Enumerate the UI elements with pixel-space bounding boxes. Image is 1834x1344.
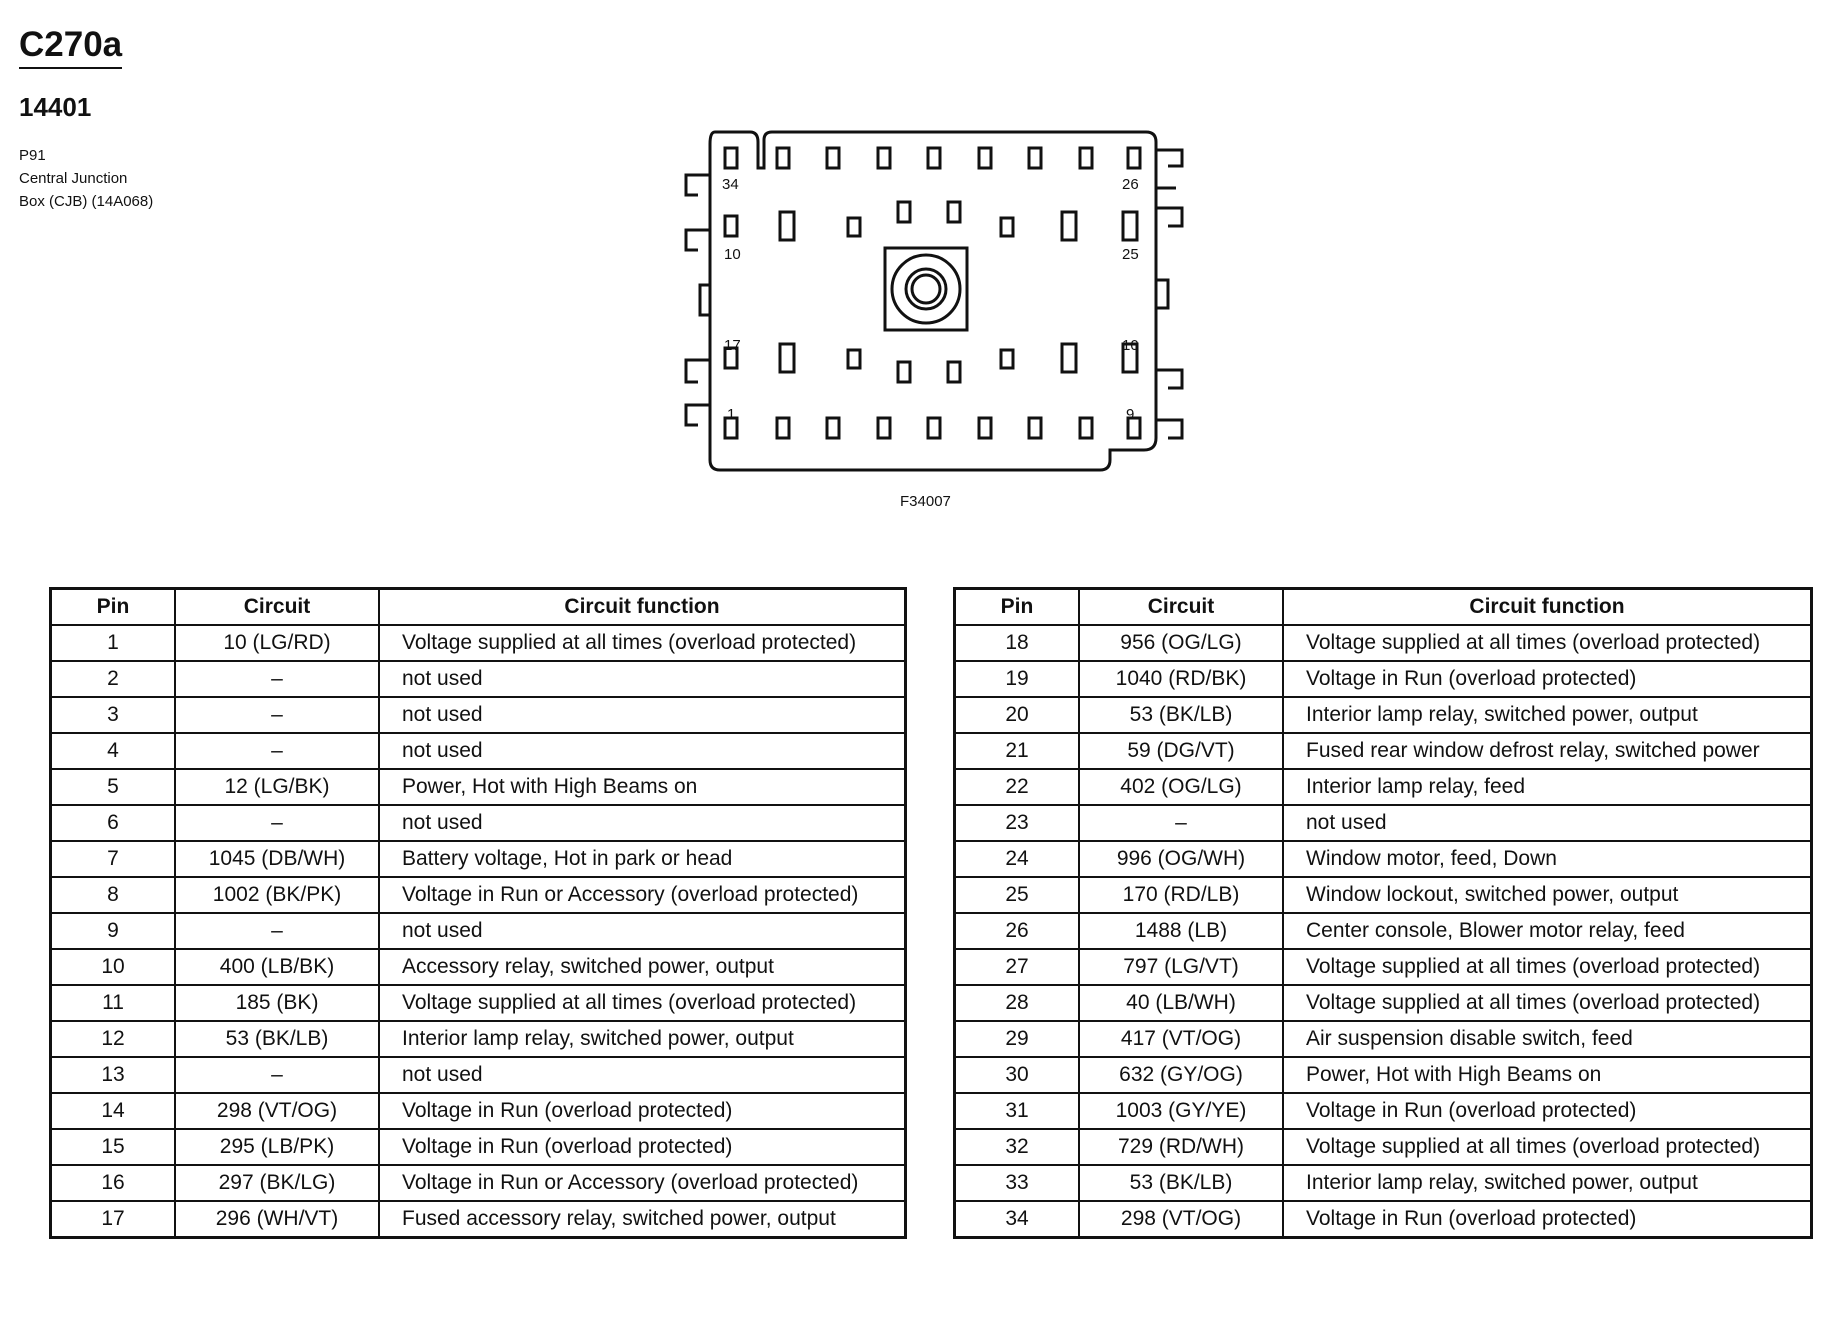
pin-cell: 2 (51, 661, 176, 697)
circuit-cell: – (175, 661, 379, 697)
function-cell: not used (1283, 805, 1812, 841)
pin-label: 10 (724, 246, 741, 263)
function-cell: Interior lamp relay, switched power, output (1283, 1165, 1812, 1201)
circuit-cell: 170 (RD/LB) (1079, 877, 1283, 913)
pin-cavity (1128, 148, 1140, 168)
pin-label: 9 (1126, 406, 1135, 423)
right-latch (1156, 420, 1182, 438)
left-latch (686, 405, 710, 425)
pin-cell: 31 (955, 1093, 1080, 1129)
pin-cavity (1001, 350, 1013, 368)
function-cell: Voltage in Run (overload protected) (379, 1093, 906, 1129)
pin-cell: 13 (51, 1057, 176, 1093)
circuit-cell: 1488 (LB) (1079, 913, 1283, 949)
pin-table-left (49, 587, 907, 1239)
pin-cavity (878, 148, 890, 168)
function-cell: Interior lamp relay, switched power, output (1283, 697, 1812, 733)
table-row (51, 769, 906, 805)
table-row (51, 913, 906, 949)
pin-cell: 17 (51, 1201, 176, 1238)
description-line: Central Junction (19, 170, 128, 187)
circuit-cell: 295 (LB/PK) (175, 1129, 379, 1165)
connector-description (19, 144, 153, 213)
pin-cell: 19 (955, 661, 1080, 697)
pin-cavity (948, 362, 960, 382)
table-row (51, 841, 906, 877)
circuit-cell: 632 (GY/OG) (1079, 1057, 1283, 1093)
table-row (51, 1165, 906, 1201)
circuit-cell: 729 (RD/WH) (1079, 1129, 1283, 1165)
table-row (955, 805, 1812, 841)
function-cell: Interior lamp relay, switched power, output (379, 1021, 906, 1057)
circuit-cell: – (175, 697, 379, 733)
pin-cavity (848, 350, 860, 368)
left-latch (686, 230, 710, 250)
connector-face-diagram (660, 120, 1210, 480)
pin-cavity (780, 344, 794, 372)
circuit-cell: 298 (VT/OG) (175, 1093, 379, 1129)
pin-cavity (1029, 148, 1041, 168)
pin-cell: 11 (51, 985, 176, 1021)
pin-cell: 22 (955, 769, 1080, 805)
table-row (955, 949, 1812, 985)
table-row (51, 661, 906, 697)
pin-label: 17 (724, 337, 741, 354)
table-row (51, 625, 906, 661)
function-cell: Fused accessory relay, switched power, output (379, 1201, 906, 1238)
pin-cavity (827, 418, 839, 438)
pin-cell: 5 (51, 769, 176, 805)
pin-cell: 12 (51, 1021, 176, 1057)
pin-cell: 8 (51, 877, 176, 913)
pin-cell: 16 (51, 1165, 176, 1201)
header-pin: Pin (51, 589, 176, 626)
circuit-cell: 402 (OG/LG) (1079, 769, 1283, 805)
function-cell: not used (379, 661, 906, 697)
table-row (955, 769, 1812, 805)
circuit-cell: 1040 (RD/BK) (1079, 661, 1283, 697)
function-cell: Voltage in Run (overload protected) (1283, 1201, 1812, 1238)
circuit-cell: 59 (DG/VT) (1079, 733, 1283, 769)
circuit-cell: – (175, 913, 379, 949)
function-cell: Voltage supplied at all times (overload protected) (379, 985, 906, 1021)
function-cell: not used (379, 1057, 906, 1093)
table-row (51, 697, 906, 733)
circuit-cell: 297 (BK/LG) (175, 1165, 379, 1201)
function-cell: Window lockout, switched power, output (1283, 877, 1812, 913)
circuit-cell: 1003 (GY/YE) (1079, 1093, 1283, 1129)
circuit-cell: – (175, 805, 379, 841)
pin-cavity (1080, 148, 1092, 168)
circuit-cell: 956 (OG/LG) (1079, 625, 1283, 661)
table-row (955, 625, 1812, 661)
circuit-cell: – (175, 1057, 379, 1093)
pin-table-left-body (51, 625, 906, 1238)
circuit-cell: 40 (LB/WH) (1079, 985, 1283, 1021)
table-row (955, 733, 1812, 769)
function-cell: not used (379, 805, 906, 841)
table-row (955, 877, 1812, 913)
pin-cell: 1 (51, 625, 176, 661)
pin-cell: 9 (51, 913, 176, 949)
function-cell: Voltage supplied at all times (overload protected) (1283, 1129, 1812, 1165)
pin-cell: 6 (51, 805, 176, 841)
function-cell: Air suspension disable switch, feed (1283, 1021, 1812, 1057)
pin-cavity (878, 418, 890, 438)
pin-cell: 25 (955, 877, 1080, 913)
table-row (955, 913, 1812, 949)
table-row (955, 985, 1812, 1021)
function-cell: Center console, Blower motor relay, feed (1283, 913, 1812, 949)
circuit-cell: 298 (VT/OG) (1079, 1201, 1283, 1238)
pin-cavity (827, 148, 839, 168)
function-cell: Voltage in Run or Accessory (overload protected) (379, 877, 906, 913)
table-row (51, 949, 906, 985)
header-circuit: Circuit (1079, 589, 1283, 626)
pin-label: 26 (1122, 176, 1139, 193)
pin-cell: 14 (51, 1093, 176, 1129)
pin-cell: 3 (51, 697, 176, 733)
circuit-cell: 296 (WH/VT) (175, 1201, 379, 1238)
table-row (51, 733, 906, 769)
function-cell: Fused rear window defrost relay, switched power (1283, 733, 1812, 769)
pin-cell: 10 (51, 949, 176, 985)
function-cell: Power, Hot with High Beams on (1283, 1057, 1812, 1093)
circuit-cell: 53 (BK/LB) (1079, 697, 1283, 733)
pin-cell: 21 (955, 733, 1080, 769)
circuit-cell: 10 (LG/RD) (175, 625, 379, 661)
circuit-cell: 1045 (DB/WH) (175, 841, 379, 877)
pin-cell: 27 (955, 949, 1080, 985)
circuit-cell: 12 (LG/BK) (175, 769, 379, 805)
pin-label: 34 (722, 176, 739, 193)
pin-cavity (979, 148, 991, 168)
function-cell: Voltage in Run (overload protected) (1283, 1093, 1812, 1129)
pin-label: 1 (727, 406, 736, 423)
pin-cell: 34 (955, 1201, 1080, 1238)
pin-cavity (948, 202, 960, 222)
table-row (51, 1021, 906, 1057)
pin-cell: 30 (955, 1057, 1080, 1093)
pin-cavity (848, 218, 860, 236)
function-cell: Power, Hot with High Beams on (379, 769, 906, 805)
pin-table-right-body (955, 625, 1812, 1238)
part-number: 14401 (19, 92, 92, 122)
pin-cell: 7 (51, 841, 176, 877)
function-cell: Voltage supplied at all times (overload protected) (1283, 949, 1812, 985)
function-cell: not used (379, 697, 906, 733)
circuit-cell: 185 (BK) (175, 985, 379, 1021)
circuit-cell: – (175, 733, 379, 769)
description-line: Box (CJB) (14A068) (19, 193, 154, 210)
function-cell: not used (379, 913, 906, 949)
circuit-cell: 417 (VT/OG) (1079, 1021, 1283, 1057)
pin-cell: 18 (955, 625, 1080, 661)
pin-cell: 29 (955, 1021, 1080, 1057)
right-latch (1156, 370, 1182, 388)
circuit-cell: 1002 (BK/PK) (175, 877, 379, 913)
function-cell: Window motor, feed, Down (1283, 841, 1812, 877)
pin-cavity (777, 148, 789, 168)
pin-cavity (928, 418, 940, 438)
pin-cavity (898, 362, 910, 382)
circuit-cell: – (1079, 805, 1283, 841)
pin-cavity (1062, 212, 1076, 240)
pin-cavity (1080, 418, 1092, 438)
figure-id: F34007 (900, 493, 951, 510)
center-boss-outer (892, 255, 960, 323)
table-row (51, 985, 906, 1021)
table-row (955, 661, 1812, 697)
pin-cavity (979, 418, 991, 438)
pin-cell: 15 (51, 1129, 176, 1165)
right-latch (1156, 208, 1182, 226)
table-row (955, 1201, 1812, 1238)
right-latch (1156, 150, 1182, 166)
pin-cell: 28 (955, 985, 1080, 1021)
header-function: Circuit function (379, 589, 906, 626)
function-cell: not used (379, 733, 906, 769)
function-cell: Voltage supplied at all times (overload protected) (1283, 985, 1812, 1021)
table-row (955, 697, 1812, 733)
pin-cell: 4 (51, 733, 176, 769)
function-cell: Accessory relay, switched power, output (379, 949, 906, 985)
header-circuit: Circuit (175, 589, 379, 626)
circuit-cell: 996 (OG/WH) (1079, 841, 1283, 877)
pin-cavity (898, 202, 910, 222)
pin-label: 10 (1122, 337, 1139, 354)
left-latch (686, 360, 710, 382)
function-cell: Voltage supplied at all times (overload protected) (1283, 625, 1812, 661)
function-cell: Voltage in Run (overload protected) (1283, 661, 1812, 697)
function-cell: Voltage supplied at all times (overload protected) (379, 625, 906, 661)
pin-cavity (780, 212, 794, 240)
pin-cavity (1123, 212, 1137, 240)
pin-cell: 26 (955, 913, 1080, 949)
pin-cell: 20 (955, 697, 1080, 733)
function-cell: Voltage in Run (overload protected) (379, 1129, 906, 1165)
pin-cavity (1001, 218, 1013, 236)
pin-cell: 32 (955, 1129, 1080, 1165)
pin-cell: 24 (955, 841, 1080, 877)
circuit-cell: 53 (BK/LB) (1079, 1165, 1283, 1201)
table-row (955, 1021, 1812, 1057)
pin-label: 25 (1122, 246, 1139, 263)
table-row (51, 1093, 906, 1129)
pin-cavity (928, 148, 940, 168)
pin-cavity (1029, 418, 1041, 438)
table-row (955, 1093, 1812, 1129)
table-row (955, 1165, 1812, 1201)
pin-cell: 33 (955, 1165, 1080, 1201)
center-boss (885, 248, 967, 330)
pin-cavity (725, 216, 737, 236)
pin-cavity (1062, 344, 1076, 372)
left-latch (700, 285, 710, 315)
pin-cell: 23 (955, 805, 1080, 841)
pin-table-right (953, 587, 1813, 1239)
table-row (51, 1129, 906, 1165)
description-line: P91 (19, 147, 46, 164)
pin-cavity (777, 418, 789, 438)
circuit-cell: 797 (LG/VT) (1079, 949, 1283, 985)
function-cell: Voltage in Run or Accessory (overload protected) (379, 1165, 906, 1201)
left-latch (686, 175, 710, 195)
table-row (955, 1057, 1812, 1093)
pin-cavity (725, 148, 737, 168)
table-row (955, 841, 1812, 877)
header-function: Circuit function (1283, 589, 1812, 626)
right-latch (1156, 280, 1168, 308)
header-pin: Pin (955, 589, 1080, 626)
table-row (955, 1129, 1812, 1165)
circuit-cell: 400 (LB/BK) (175, 949, 379, 985)
function-cell: Battery voltage, Hot in park or head (379, 841, 906, 877)
circuit-cell: 53 (BK/LB) (175, 1021, 379, 1057)
connector-title: C270a (19, 26, 122, 69)
table-row (51, 805, 906, 841)
table-row (51, 1201, 906, 1238)
table-row (51, 1057, 906, 1093)
table-row (51, 877, 906, 913)
function-cell: Interior lamp relay, feed (1283, 769, 1812, 805)
center-boss-core (912, 275, 940, 303)
